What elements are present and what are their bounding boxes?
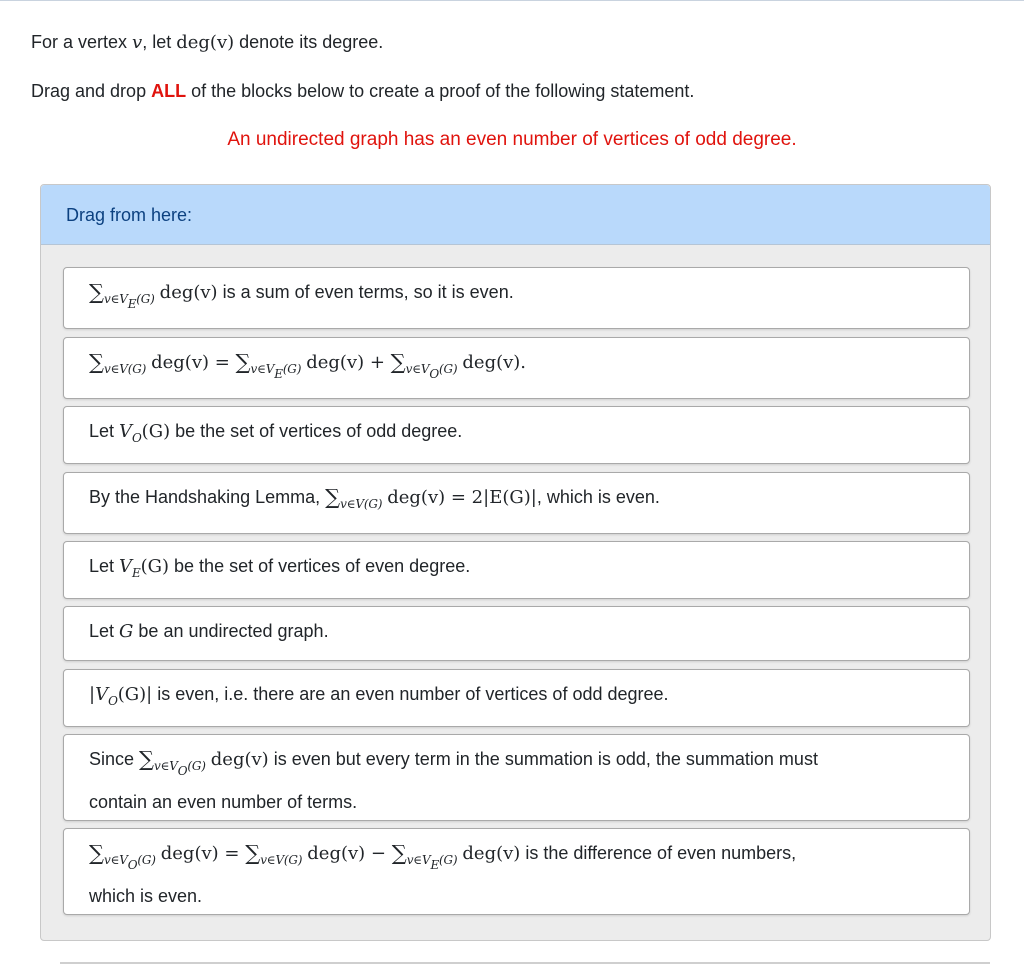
math-expr: deg(v) = <box>151 352 236 373</box>
proof-block-5[interactable] <box>63 541 970 599</box>
sum-index: v∈V(G) <box>340 497 383 511</box>
proof-block-7[interactable] <box>63 669 970 727</box>
intro-line-1 <box>31 31 383 54</box>
block-text: be an undirected graph. <box>133 621 329 641</box>
math-expr: deg(v) <box>159 282 218 303</box>
math-expr: deg(v). <box>462 352 527 373</box>
sum-index: v∈VO(G) <box>405 362 458 381</box>
emphasis-all: ALL <box>151 81 187 101</box>
sum-index: v∈VE(G) <box>250 362 302 381</box>
proof-block-4[interactable] <box>63 472 970 534</box>
math-var: v <box>132 32 143 53</box>
proof-block-3[interactable] <box>63 406 970 464</box>
proof-block-9[interactable] <box>63 828 970 915</box>
sum-symbol: ∑ <box>139 747 155 771</box>
block-text: is a sum of even terms, so it is even. <box>217 282 514 302</box>
math-expr: deg(v) <box>176 32 235 53</box>
intro-text: For a vertex <box>31 32 133 52</box>
block-text: be the set of vertices of odd degree. <box>170 421 463 441</box>
sum-symbol: ∑ <box>89 350 104 374</box>
math-expr: deg(v) <box>210 749 269 770</box>
block-text: is the difference of even numbers, <box>520 843 797 863</box>
sum-index: v∈VE(G) <box>406 853 458 872</box>
block-text: contain an even number of terms. <box>89 792 358 812</box>
sum-symbol: ∑ <box>391 841 407 865</box>
block-text: Since <box>89 749 140 769</box>
intro-text: of the blocks below to create a proof of the following statement. <box>186 81 695 101</box>
sum-symbol: ∑ <box>89 841 104 865</box>
panel-header <box>41 185 990 245</box>
math-expr: deg(v) = 2|E(G)| <box>387 487 537 508</box>
block-text: Let <box>89 621 120 641</box>
top-divider <box>0 0 1024 1</box>
math-expr: deg(v) − <box>307 843 392 864</box>
block-text: , which is even. <box>536 487 660 507</box>
sum-index: v∈V(G) <box>260 853 303 867</box>
proof-block-1[interactable] <box>63 267 970 329</box>
math-expr: $V_E$ <box>119 556 141 580</box>
block-text: is even, i.e. there are an even number of vertices of odd degree. <box>152 684 669 704</box>
sum-symbol: ∑ <box>245 841 261 865</box>
math-expr: deg(v) = <box>160 843 246 864</box>
math-expr: (G) <box>140 556 170 577</box>
sum-symbol: ∑ <box>235 350 251 374</box>
drag-source-panel <box>40 184 991 941</box>
statement: An undirected graph has an even number of vertices of odd degree. <box>227 129 797 150</box>
block-text: Let <box>89 556 120 576</box>
math-expr: $V_O$ <box>119 421 142 445</box>
panel-title: Drag from here: <box>66 205 193 225</box>
sum-symbol: ∑ <box>390 350 406 374</box>
math-expr: (G)| <box>117 684 153 705</box>
sum-index: v∈VE(G) <box>104 292 155 311</box>
block-text: which is even. <box>89 886 203 906</box>
math-expr: $|V_O$ <box>89 684 118 708</box>
math-expr: (G) <box>141 421 171 442</box>
proof-block-2[interactable] <box>63 337 970 399</box>
block-text: be the set of vertices of even degree. <box>169 556 471 576</box>
intro-line-2 <box>31 80 694 102</box>
sum-index: v∈V(G) <box>104 362 147 376</box>
intro-text: Drag and drop <box>31 81 152 101</box>
sum-symbol: ∑ <box>89 280 104 304</box>
block-text: Let <box>89 421 120 441</box>
intro-text: denote its degree. <box>234 32 384 52</box>
intro-text: , let <box>142 32 177 52</box>
math-expr: deg(v) <box>462 843 521 864</box>
proof-block-8[interactable] <box>63 734 970 821</box>
sum-index: v∈VO(G) <box>154 759 206 778</box>
block-text: is even but every term in the summation is odd, the summation must <box>268 749 818 769</box>
block-text: By the Handshaking Lemma, <box>89 487 326 507</box>
math-expr: deg(v) + <box>306 352 391 373</box>
proof-block-6[interactable] <box>63 606 970 661</box>
sum-index: v∈VO(G) <box>104 853 156 872</box>
math-var: G <box>119 621 134 642</box>
sum-symbol: ∑ <box>325 485 341 509</box>
